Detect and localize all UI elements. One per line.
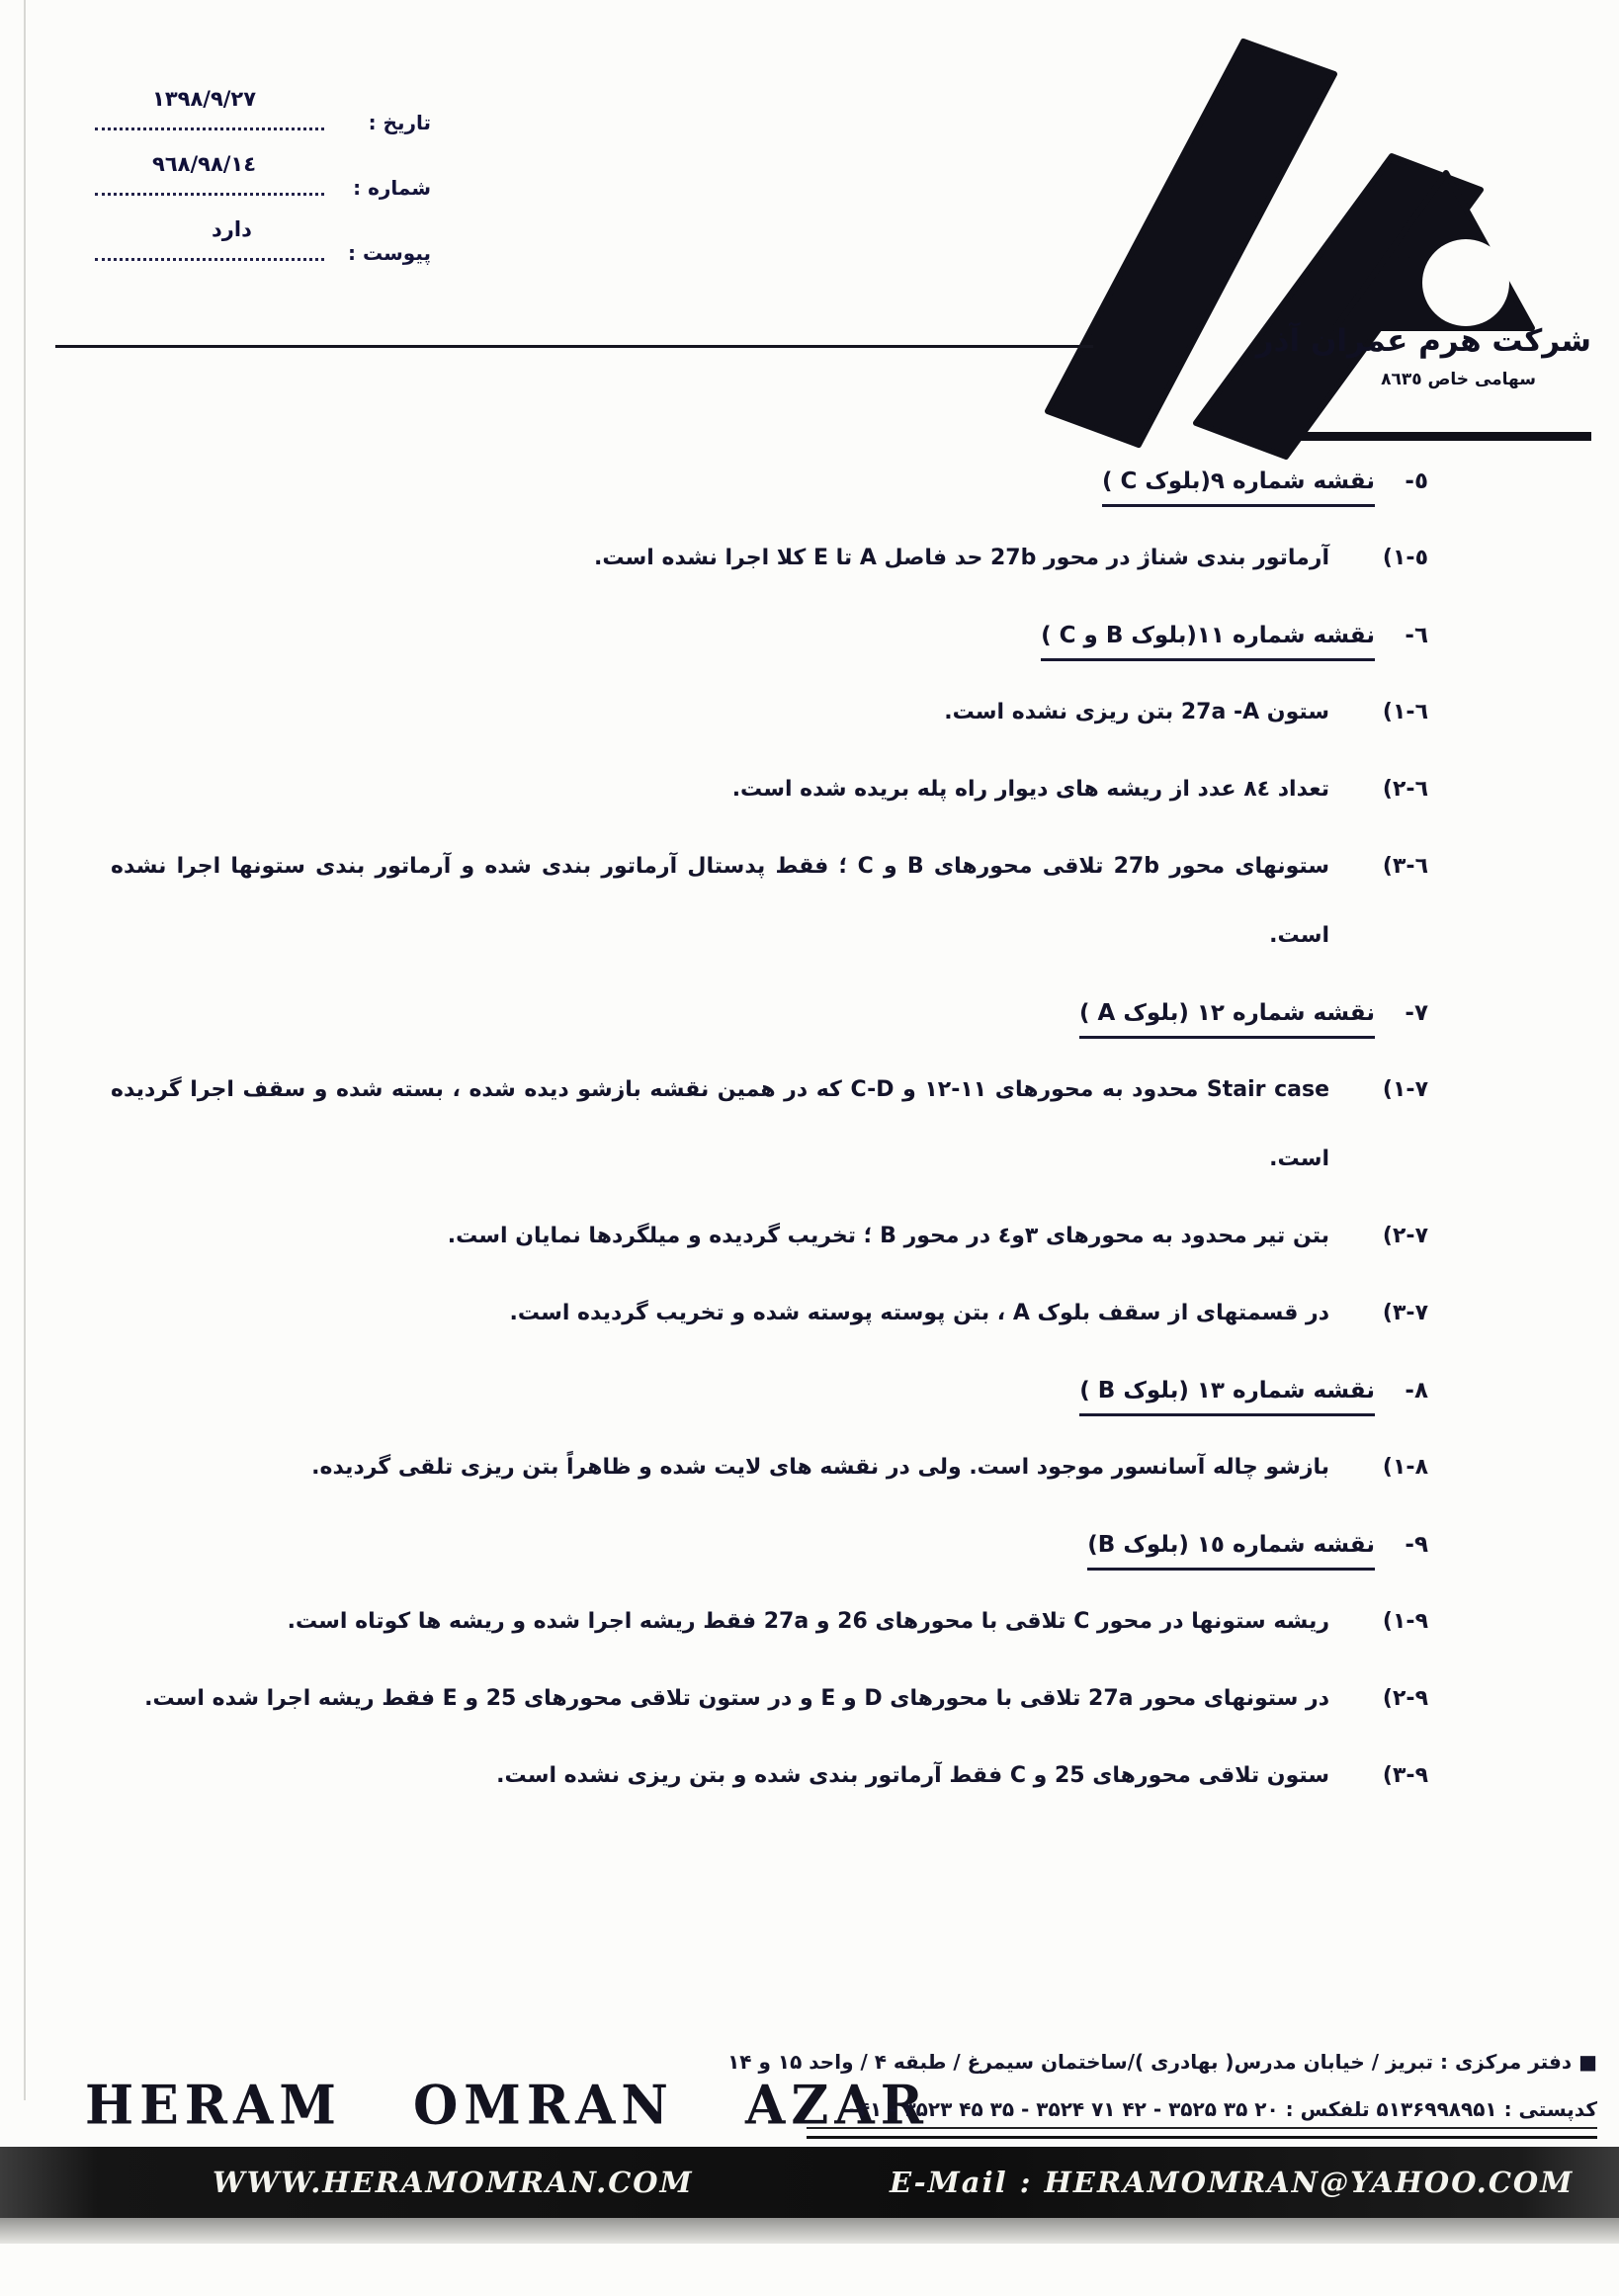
footer-postal-phone-line <box>757 2085 1597 2133</box>
section-heading <box>111 601 1428 670</box>
footer-black-bar <box>0 2147 1619 2218</box>
list-item <box>111 832 1428 971</box>
item-text: در قسمتهای از سقف بلوک A ، بتن پوسته پوسته شده و تخریب گردیده است. <box>509 1301 1329 1325</box>
item-number: ٨-١) <box>1382 1455 1428 1480</box>
item-number: ٩-٢) <box>1382 1686 1428 1711</box>
list-item <box>111 1056 1428 1194</box>
item-text: Stair case محدود به محورهای ١١-١٢ و C-D که در همین نقشه بازشو دیده شده ، بسته شده و سقف اجرا گردیده است. <box>111 1077 1330 1171</box>
list-item <box>111 755 1428 824</box>
number-dotted-line <box>95 193 324 196</box>
footer-company-name-latin: HERAM OMRAN AZAR <box>85 2074 929 2138</box>
item-text: بتن تیر محدود به محورهای ٣و٤ در محور B ؛ تخریب گردیده و میلگردها نمایان است. <box>447 1224 1329 1248</box>
item-number: ٦-٢) <box>1382 777 1428 802</box>
footer-address-line: ■ دفتر مرکزی : تبریز / خیابان مدرس( بهادری )/ساختمان سیمرغ / طبقه ۴ / واحد ۱۵ و ۱۴ <box>727 2050 1597 2074</box>
date-dotted-line <box>95 128 324 130</box>
footer-postal-fax-label: کدپستی : ۵۱۳۶۹۹۸۹۵۱ تلفکس : <box>1285 2097 1597 2121</box>
company-registration: سهامی خاص ٨٦٣٥ <box>1381 370 1536 389</box>
list-item <box>111 1587 1428 1657</box>
section-title: نقشه شماره ١٥ (بلوک B) <box>1087 1532 1375 1571</box>
list-item <box>111 1433 1428 1502</box>
item-text: تعداد ٨٤ عدد از ریشه های دیوار راه پله بریده شده است. <box>731 777 1329 802</box>
attachment-value: دارد <box>212 217 252 241</box>
date-value: ١٣٩٨/٩/٢٧ <box>152 87 257 111</box>
item-number: ٥-١) <box>1382 546 1428 570</box>
item-number: ٧-٢) <box>1382 1224 1428 1248</box>
section-heading <box>111 447 1428 516</box>
item-number: ٩-١) <box>1382 1609 1428 1634</box>
section-number: ٨- <box>1405 1378 1428 1403</box>
section-heading <box>111 1356 1428 1425</box>
date-label: تاریخ : <box>368 111 431 134</box>
company-name: شرکت هرم عمران آذر <box>1255 323 1591 359</box>
item-text: آرماتور بندی شناژ در محور 27b حد فاصل A تا E کلا اجرا نشده است. <box>594 546 1329 570</box>
item-text: ستون 27a -A بتن ریزی نشده است. <box>944 700 1329 724</box>
number-row <box>95 142 431 208</box>
item-text: ستون تلاقی محورهای 25 و C فقط آرماتور بندی شده و بتن ریزی نشده است. <box>496 1763 1329 1788</box>
item-number: ٦-١) <box>1382 700 1428 724</box>
attachment-dotted-line <box>95 258 324 261</box>
section-number: ٩- <box>1405 1532 1428 1558</box>
item-text: بازشو چاله آسانسور موجود است. ولی در نقشه های لایت شده و ظاهراً بتن ریزی تلقی گردیده. <box>311 1455 1329 1480</box>
footer-bar-shadow <box>0 2218 1619 2244</box>
section-number: ٥- <box>1405 468 1428 494</box>
letter-body <box>111 447 1428 1819</box>
item-number: ٧-٣) <box>1382 1301 1428 1325</box>
section-title: نقشه شماره ١٢ (بلوک A ) <box>1079 1000 1375 1039</box>
section-number: ٦- <box>1405 623 1428 648</box>
attachment-row <box>95 208 431 273</box>
company-logo-mark-icon <box>1008 20 1601 460</box>
item-number: ٧-١) <box>1382 1077 1428 1102</box>
item-text: ریشه ستونها در محور C تلاقی با محورهای 26 و 27a فقط ریشه اجرا شده و ریشه ها کوتاه است. <box>287 1609 1329 1634</box>
item-number: ٩-٣) <box>1382 1763 1428 1788</box>
header-divider-line <box>55 345 1093 348</box>
footer-contact-block <box>727 2038 1597 2133</box>
item-number: ٦-٣) <box>1382 854 1428 879</box>
list-item <box>111 1279 1428 1348</box>
website-text: WWW.HERAMOMRAN.COM <box>213 2166 694 2199</box>
item-text: در ستونهای محور 27a تلاقی با محورهای D و E و در ستون تلاقی محورهای 25 و E فقط ریشه اجرا شده است. <box>144 1686 1329 1711</box>
item-text: ستونهای محور 27b تلاقی محورهای B و C ؛ فقط پدستال آرماتور بندی شده و آرماتور بندی ستونها اجرا نشده است. <box>111 854 1329 948</box>
section-heading <box>111 1510 1428 1579</box>
logo-underline <box>1269 432 1591 441</box>
section-heading <box>111 978 1428 1048</box>
attachment-label: پیوست : <box>347 241 431 265</box>
date-row <box>95 77 431 142</box>
list-item <box>111 1742 1428 1811</box>
paper-edge-line <box>24 0 26 2100</box>
email-text: E-Mail : HERAMOMRAN@YAHOO.COM <box>890 2166 1575 2199</box>
section-title: نقشه شماره ٩(بلوک C ) <box>1102 468 1375 507</box>
letterhead-meta <box>95 77 431 273</box>
footer-divider-line <box>807 2127 1597 2139</box>
section-title: نقشه شماره ١١(بلوک B و C ) <box>1041 623 1375 661</box>
list-item <box>111 678 1428 747</box>
section-title: نقشه شماره ١٣ (بلوک B ) <box>1079 1378 1375 1416</box>
list-item <box>111 1664 1428 1734</box>
footer-phone-numbers: ۰۴۱ - ۳۵۲۳ ۴۵ ۳۵ - ۳۵۲۴ ۷۱ ۴۲ - ۳۵۲۵ ۳۵ ۲۰ <box>845 2097 1279 2121</box>
number-value: ٩٦٨/٩٨/١٤ <box>152 152 257 176</box>
list-item <box>111 1202 1428 1271</box>
section-number: ٧- <box>1405 1000 1428 1026</box>
number-label: شماره : <box>353 176 431 200</box>
list-item <box>111 524 1428 593</box>
